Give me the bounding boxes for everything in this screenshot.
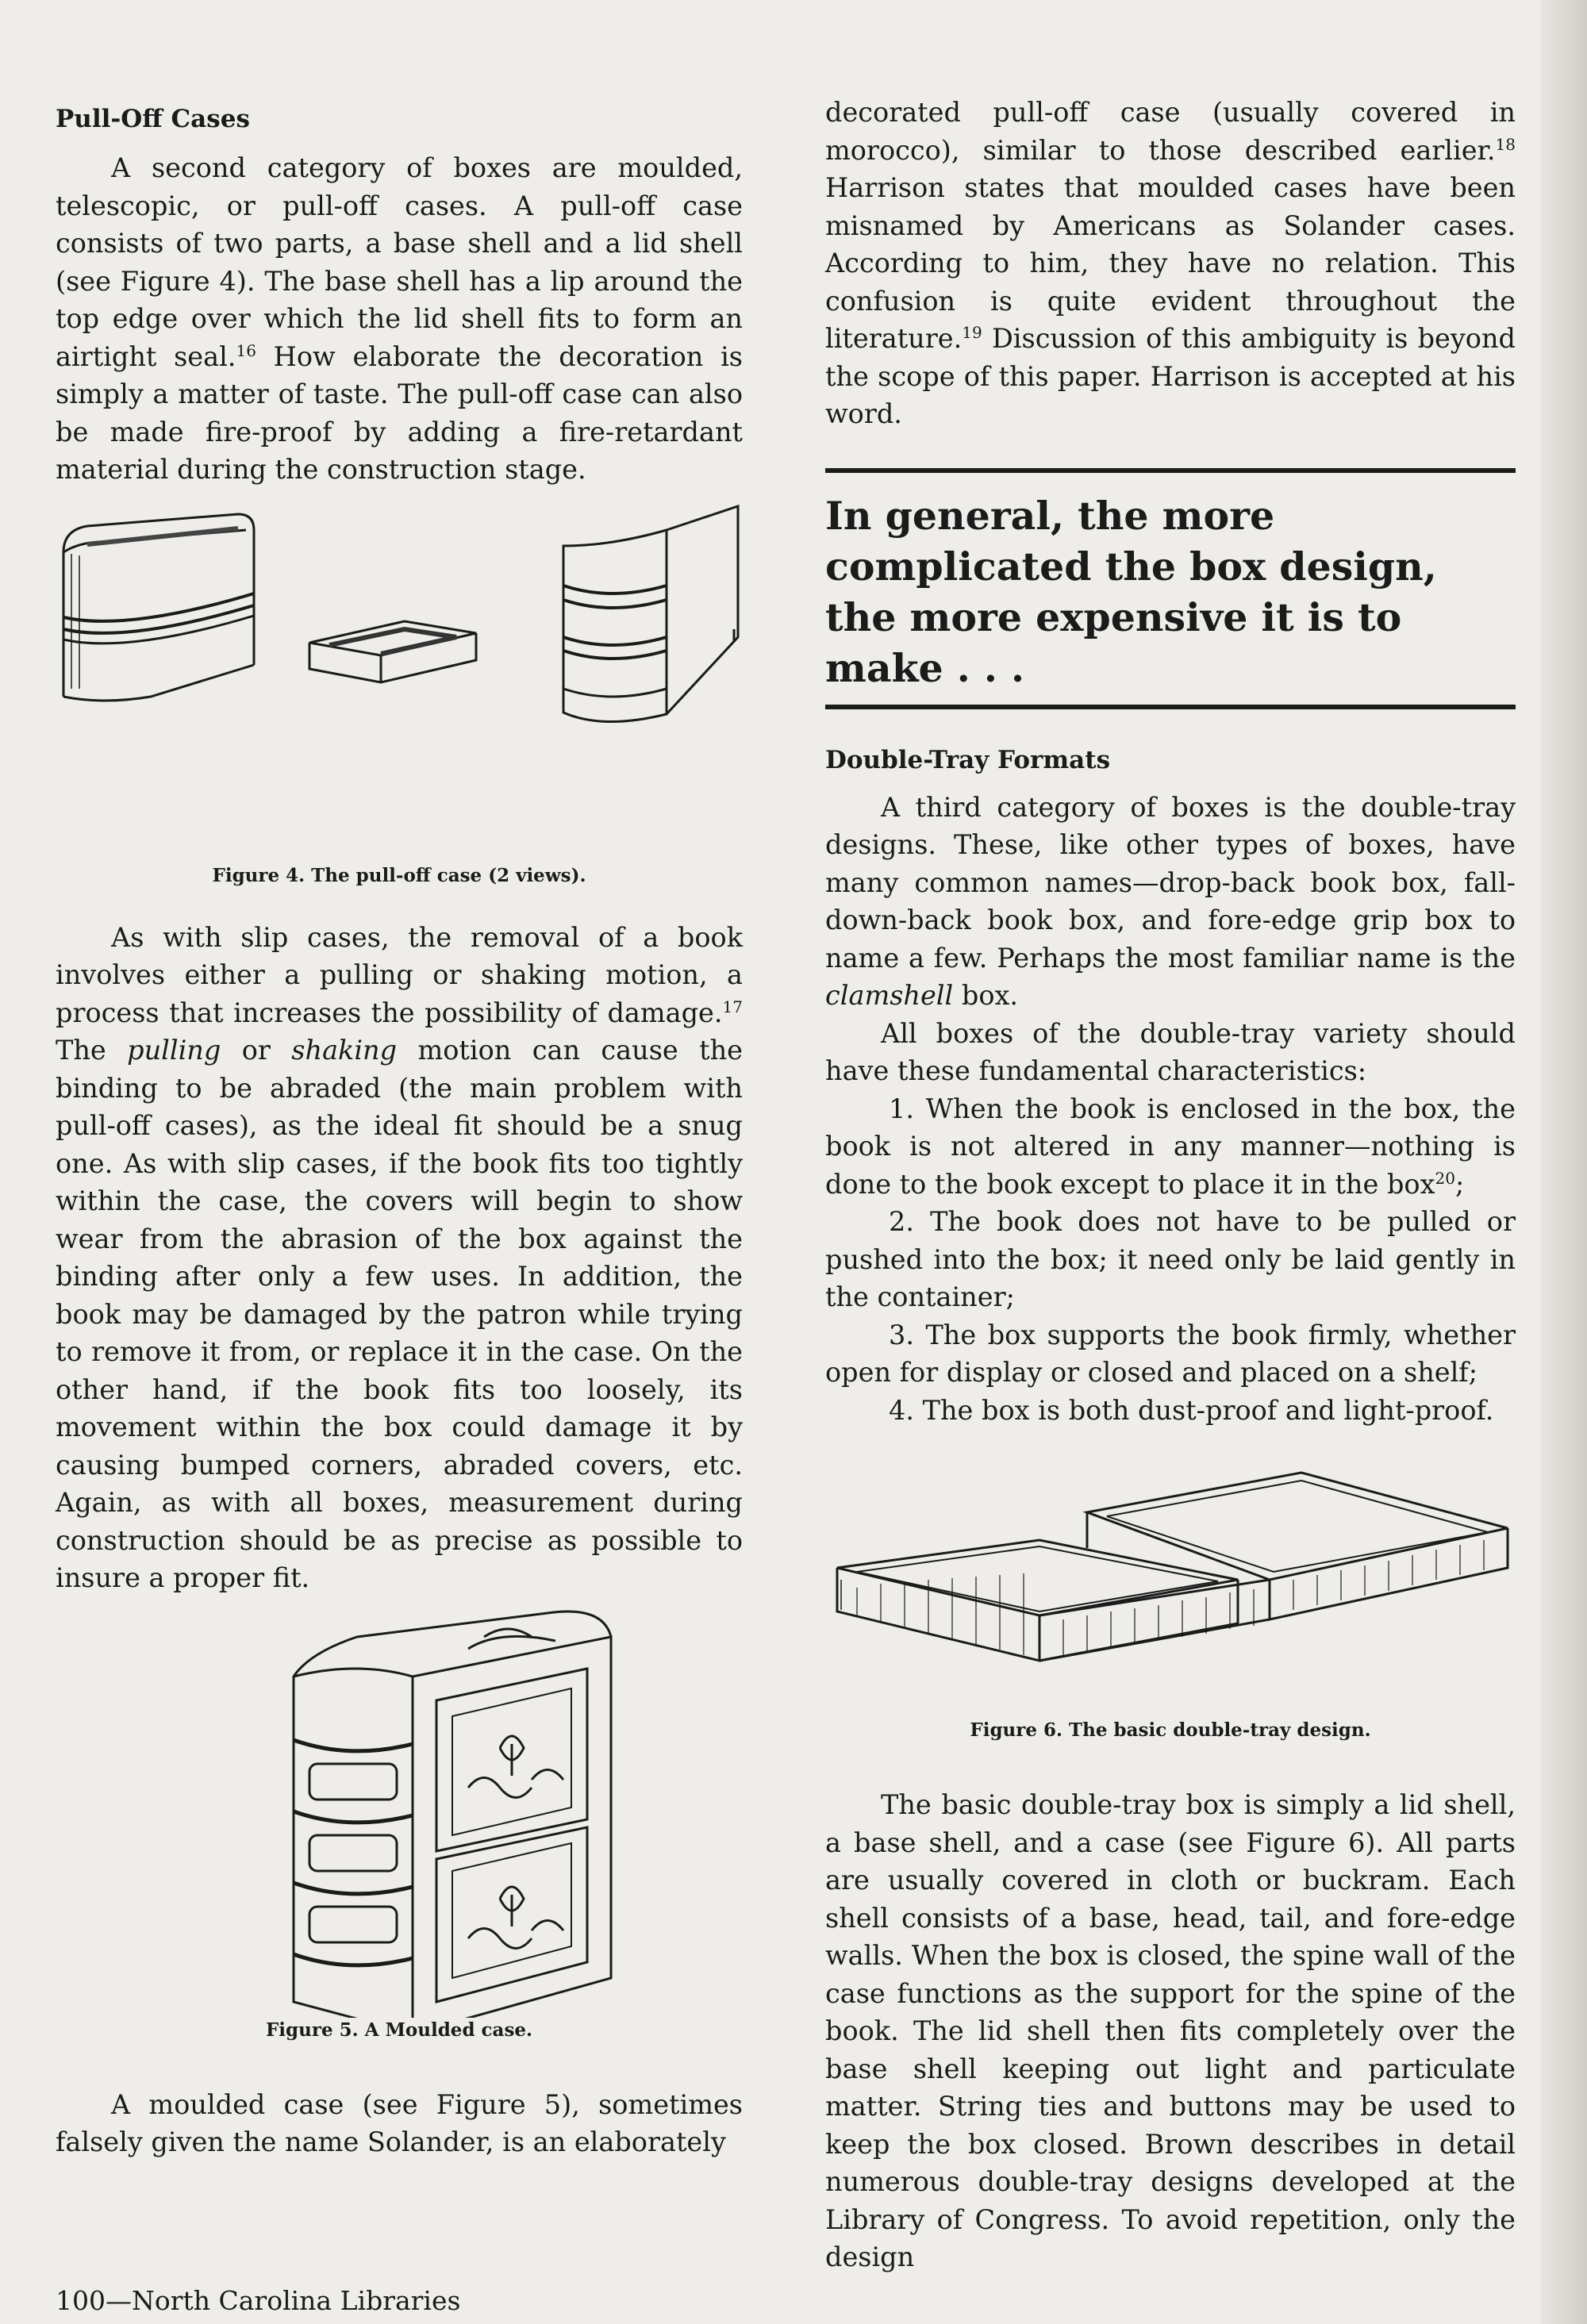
paragraph: The basic double-tray box is simply a lid shell, a base shell, and a case (see Figure 6). All parts are usually covered in cloth or buckram. Each shell consists of a base, head, tail, and fore-edge walls. When the box is closed, the spine wall of the case functions as the support for the spine of the book. The lid shell then fits completely over the base shell keeping out light and particulate matter. String ties and buttons may be used to keep the box closed. Brown describes in detail numerous double-tray designs developed at the Library of Congress. To avoid repetition, only the design — [825, 1789, 1516, 2272]
figure-5-illustration — [56, 1605, 743, 2053]
double-tray-drawing — [825, 1453, 1516, 1715]
pull-quote-text: In general, the more complicated the box design, the more expensive it is to make . . . — [825, 492, 1437, 691]
list-item: 2. The book does not have to be pulled or pushed into the box; it need only be laid gently in the container; — [825, 1206, 1516, 1312]
figure-6-caption: Figure 6. The basic double-tray design. — [970, 1719, 1371, 1741]
figure-6-illustration — [825, 1453, 1516, 1754]
section-heading-double-tray-formats: Double-Tray Formats — [825, 745, 1111, 774]
page-edge-shadow — [1541, 0, 1587, 2324]
figure-4-caption: Figure 4. The pull-off case (2 views). — [212, 864, 586, 886]
page-footer: 100—North Carolina Libraries — [56, 2285, 461, 2316]
moulded-case-drawing — [56, 1605, 743, 2018]
paragraph: A second category of boxes are moulded, telescopic, or pull-off cases. A pull-off case consists of two parts, a base shell and a lid shell (see Figure 4). The base shell has a lip around the top edge over which the lid shell fits to form an airtight seal.$^{16}$ How elaborate the decoration is simply a matter of taste. The pull-off case can also be made fire-proof by adding a fire-retardant material during the construction stage. — [56, 152, 743, 485]
right-column — [825, 94, 1516, 2276]
paragraph: decorated pull-off case (usually covered in morocco), similar to those described earlier.$^{18}$ Harrison states that moulded cases have been misnamed by Americans as Solander cases. According to him, they have no relation. This confusion is quite evident throughout the literature.$^{19}$ Discussion of this ambiguity is beyond the scope of this paper. Harrison is accepted at his word. — [825, 97, 1516, 429]
figure-4-illustration — [56, 498, 743, 900]
pull-quote — [825, 468, 1516, 709]
footnote-ref: 17 — [722, 997, 743, 1016]
paragraph: A third category of boxes is the double-tray designs. These, like other types of boxes, have many common names—drop-back book box, fall-down-back book box, and fore-edge grip box to name a few. Perhaps the most familiar name is the clamshell box. — [825, 791, 1516, 1011]
pull-off-case-drawing — [56, 498, 743, 900]
paragraph: As with slip cases, the removal of a book involves either a pulling or shaking motion, a process that increases the possibility of damage.$^{17}$ The pulling or shaking motion can cause the binding to be abraded (the main problem with pull-off cases), as the ideal fit should be a snug one. As with slip cases, if the book fits too tightly within the case, the covers will begin to show wear from the abrasion of the box against the binding after only a few uses. In addition, the book may be damaged by the patron while trying to remove it from, or replace it in the case. On the other hand, if the book fits too loosely, its movement within the box could damage it by causing bumped corners, abraded covers, etc. Again, as with all boxes, measurement during construction should be as precise as possible to insure a proper fit. — [56, 921, 743, 1593]
paragraph: All boxes of the double-tray variety should have these fundamental characteristics: — [825, 1017, 1516, 1086]
list-item: 4. The box is both dust-proof and light-proof. — [889, 1394, 1494, 1426]
footnote-ref: 16 — [236, 340, 256, 360]
footnote-ref: 20 — [1435, 1168, 1455, 1188]
list-item: 1. When the book is enclosed in the box, the book is not altered in any manner—nothing is done to the book except to place it in the box$^{20}$; — [825, 1093, 1516, 1200]
footnote-ref: 19 — [962, 322, 982, 342]
figure-5-caption: Figure 5. A Moulded case. — [265, 2019, 533, 2041]
footnote-ref: 18 — [1495, 134, 1516, 154]
section-heading-pull-off-cases: Pull-Off Cases — [56, 105, 250, 133]
left-column — [56, 102, 743, 2161]
paragraph: A moulded case (see Figure 5), sometimes falsely given the name Solander, is an elaborately — [56, 2088, 743, 2157]
list-item: 3. The box supports the book firmly, whether open for display or closed and placed on a shelf; — [825, 1319, 1516, 1388]
